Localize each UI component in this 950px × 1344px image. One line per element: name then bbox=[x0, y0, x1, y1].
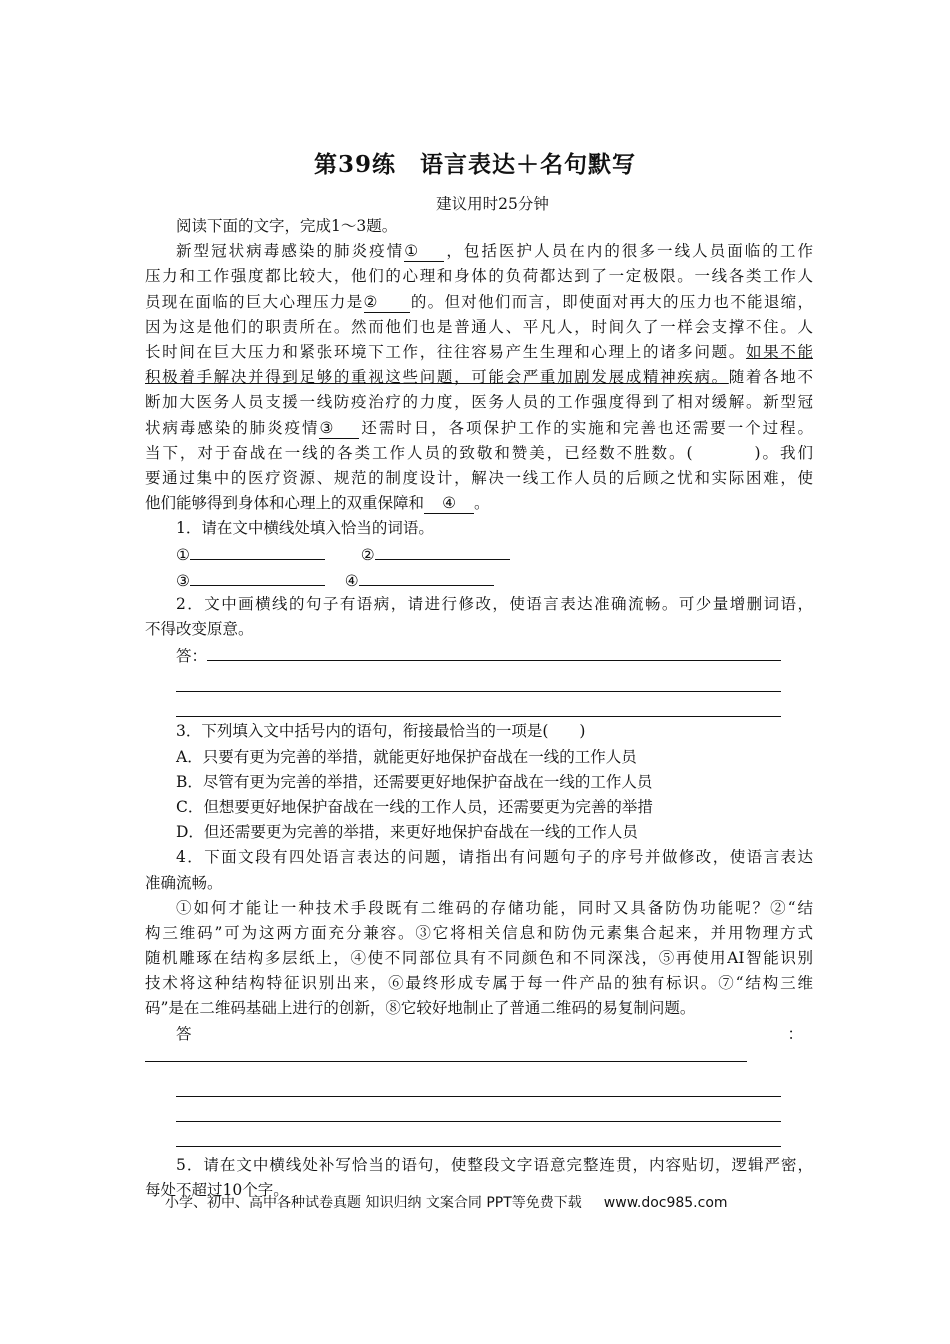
footer-link[interactable]: www.doc985.com bbox=[603, 1195, 728, 1211]
blank-3: ③ bbox=[319, 418, 359, 439]
answer-marker: ④ bbox=[344, 571, 359, 590]
question-5-prompt: 每处不超过10个字。 bbox=[145, 1181, 289, 1199]
option-b[interactable]: B．尽管有更为完善的举措，还需要更好地保护奋战在一线的工作人员 bbox=[176, 772, 653, 791]
answer-line[interactable] bbox=[145, 1047, 747, 1062]
passage-text: 。 bbox=[474, 494, 490, 513]
question-4-prompt: 准确流畅。 bbox=[145, 873, 223, 892]
passage-text: 随着各地不 bbox=[728, 368, 813, 387]
answer-line[interactable] bbox=[176, 1122, 781, 1147]
passage-line: 断加大医务人员支援一线防疫治疗的力度，医务人员的工作强度得到了相对缓解。新型冠 bbox=[145, 393, 813, 412]
passage-line bbox=[145, 491, 813, 516]
passage-text: 员现在面临的巨大心理压力是 bbox=[145, 292, 364, 311]
answer-line[interactable] bbox=[176, 692, 781, 717]
question-2-prompt: 不得改变原意。 bbox=[145, 620, 254, 638]
answer-blank-1[interactable] bbox=[190, 541, 325, 560]
answer-marker: ③ bbox=[176, 571, 190, 590]
passage-line bbox=[145, 340, 813, 365]
passage-text: 状病毒感染的肺炎疫情 bbox=[145, 418, 320, 437]
answer-line[interactable] bbox=[176, 1072, 781, 1097]
answer-colon: ： bbox=[787, 1024, 803, 1043]
passage-text: 他们能够得到身体和心理上的双重保障和 bbox=[145, 494, 425, 513]
passage-line bbox=[145, 441, 813, 466]
answer-line[interactable] bbox=[207, 642, 781, 661]
answer-blank-4[interactable] bbox=[359, 567, 494, 586]
question-1-prompt: 1．请在文中横线处填入恰当的词语。 bbox=[176, 519, 434, 538]
q1-answer-row bbox=[145, 541, 813, 566]
answer-line[interactable] bbox=[176, 1097, 781, 1122]
passage-line: 要通过集中的医疗资源、规范的制度设计，解决一线工作人员的后顾之忧和实际困难，使 bbox=[145, 468, 813, 487]
option-c[interactable]: C．但想要更好地保护奋战在一线的工作人员，还需要更为完善的举措 bbox=[176, 797, 653, 816]
question-2-prompt: 2．文中画横线的句子有语病，请进行修改，使语言表达准确流畅。可少量增删词语， bbox=[176, 594, 813, 613]
q1-answer-row bbox=[145, 567, 813, 592]
passage-line: 压力和工作强度都比较大，他们的心理和身体的负荷都达到了一定极限。一线各类工作人 bbox=[145, 267, 813, 286]
passage-line bbox=[145, 365, 813, 390]
option-a[interactable]: A．只要有更为完善的举措，就能更好地保护奋战在一线的工作人员 bbox=[176, 747, 637, 766]
suggested-time: 建议用时25分钟 bbox=[436, 195, 549, 213]
footer-text: 小学、初中、高中各种试卷真题 知识归纳 文案合同 PPT等免费下载 bbox=[165, 1195, 582, 1211]
answer-marker: ① bbox=[176, 546, 190, 565]
passage-text: )。我们 bbox=[754, 443, 813, 462]
q4-answer-row bbox=[145, 1022, 813, 1047]
passage-line bbox=[145, 290, 813, 315]
question-4-prompt: 4．下面文段有四处语言表达的问题，请指出有问题句子的序号并做修改，使语言表达 bbox=[176, 848, 813, 867]
passage-text: 还需时日，各项保护工作的实施和完善也还需要一个过程。 bbox=[359, 418, 813, 437]
passage-line: 因为这是他们的职责所在。然而他们也是普通人、平凡人，时间久了一样会支撑不住。人 bbox=[145, 317, 813, 336]
passage-line bbox=[145, 239, 813, 264]
exercise-content bbox=[145, 214, 813, 1203]
blank-2: ② bbox=[364, 292, 410, 313]
answer-line[interactable] bbox=[176, 667, 781, 692]
passage-line bbox=[145, 416, 813, 441]
underlined-sentence: 如果不能 bbox=[745, 342, 813, 361]
underlined-sentence: 积极着手解决并得到足够的重视这些问题，可能会严重加剧发展成精神疾病。 bbox=[145, 368, 729, 387]
page-title: 第39练 语言表达＋名句默写 bbox=[313, 151, 636, 178]
reading-passage bbox=[145, 239, 813, 516]
passage-text: 的。但对他们而言，即使面对再大的压力也不能退缩， bbox=[409, 292, 813, 311]
passage-text: ，包括医护人员在内的很多一线人员面临的工作 bbox=[444, 242, 813, 261]
intro-text: 阅读下面的文字，完成1～3题。 bbox=[176, 217, 398, 235]
question-5-prompt: 5．请在文中横线处补写恰当的语句，使整段文字语意完整连贯，内容贴切，逻辑严密， bbox=[176, 1155, 813, 1174]
option-d[interactable]: D．但还需要更为完善的举措，来更好地保护奋战在一线的工作人员 bbox=[176, 823, 638, 842]
blank-4: ④ bbox=[424, 493, 474, 514]
answer-label: 答 bbox=[176, 1024, 192, 1043]
q4-paragraph-line: 随机雕琢在结构多层纸上，④使不同部位具有不同颜色和不同深浅，⑤再使用AI智能识别 bbox=[145, 949, 813, 968]
blank-1: ① bbox=[404, 241, 444, 262]
q2-answer-row bbox=[145, 642, 813, 667]
passage-text: 长时间在巨大压力和紧张环境下工作，往往容易产生生理和心理上的诸多问题。 bbox=[145, 342, 746, 361]
q4-paragraph-line: 码”是在二维码基础上进行的创新，⑧它较好地制止了普通二维码的易复制问题。 bbox=[145, 999, 696, 1018]
passage-text: 新型冠状病毒感染的肺炎疫情 bbox=[176, 242, 405, 261]
answer-label: 答： bbox=[176, 647, 208, 666]
question-3-prompt: 3．下列填入文中括号内的语句，衔接最恰当的一项是( ) bbox=[176, 722, 586, 741]
answer-blank-3[interactable] bbox=[190, 567, 325, 586]
answer-marker: ② bbox=[360, 546, 375, 565]
q4-paragraph-line: 构三维码”可为这两方面充分兼容。③它将相关信息和防伪元素集合起来，并用物理方式 bbox=[145, 923, 813, 942]
q4-paragraph-line: ①如何才能让一种技术手段既有二维码的存储功能，同时又具备防伪功能呢？②“结 bbox=[176, 898, 813, 917]
q4-paragraph-line: 技术将这种结构特征识别出来，⑥最终形成专属于每一件产品的独有标识。⑦“结构三维 bbox=[145, 974, 813, 993]
passage-text: 当下，对于奋战在一线的各类工作人员的致敬和赞美，已经数不胜数。( bbox=[145, 443, 693, 462]
footer-ad bbox=[165, 1192, 865, 1212]
answer-blank-2[interactable] bbox=[375, 541, 510, 560]
